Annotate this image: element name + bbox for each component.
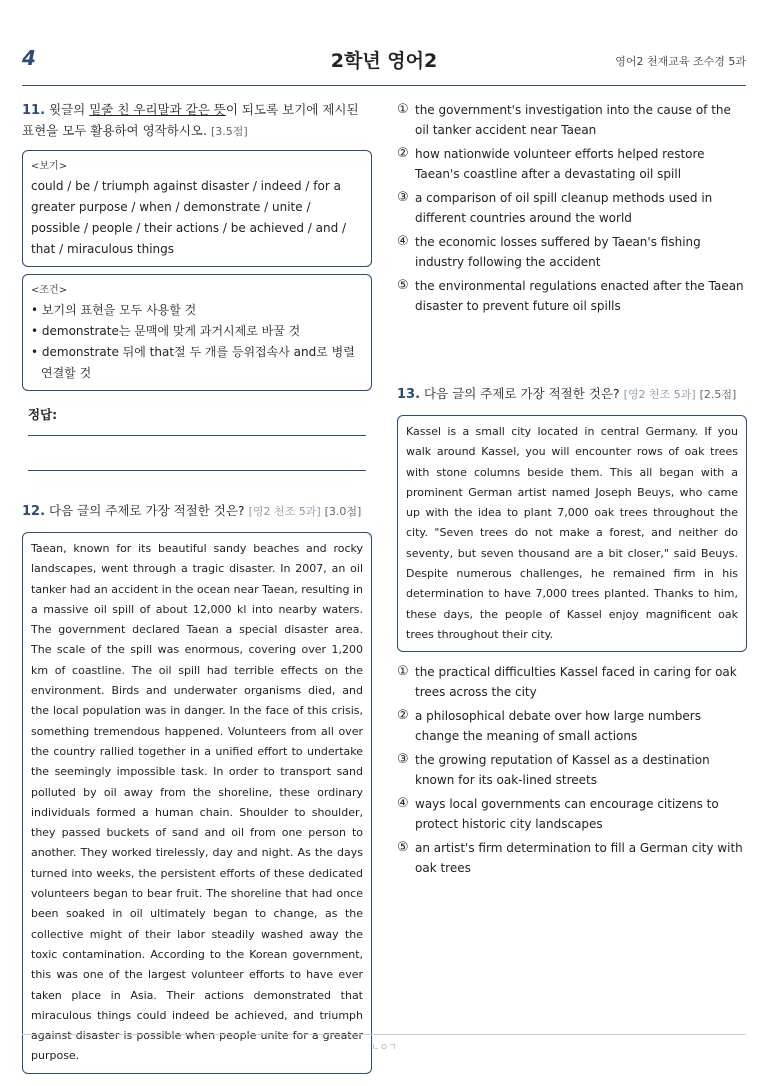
points-label: [2.5점] <box>699 388 737 401</box>
passage-box: Taean, known for its beautiful sandy beaches and rocky landscapes, went through a tragic disaster. In 2007, an oil tanker had an accident in the ocean near Taean, resulting in a massive oil spill of about 12,000 kl into nearby waters. The government declared Taean a special disaster area. The scale of the spill was enormous, covering over 1,200 km of coastline. The oil spill had terrible effects on the environment. Birds and underwater organisms died, and the local population was in danger. In the face of this crisis, something tremendous happened. Volunteers from all over the country rallied together in a unified effort to undertake the seemingly impossible task. In order to transport sand polluted by oil away from the shoreline, these ordinary individuals formed a human chain. Shoulder to shoulder, they passed buckets of sand and oil from one person to another. They worked tirelessly, day and night. As the days turned into weeks, the persistent efforts of these dedicated volunteers began to bear fruit. The shoreline that had once been soaked in oil ultimately began to change, as the collective might of their labor steadily washed away the toxic contamination. According to the Korean government, this was one of the largest volunteer efforts to have ever taken place in Asia. Their actions demonstrated that miraculous things could indeed be achieved, and triumph against disaster is possible when people unite for a greater purpose. <box>22 532 372 1074</box>
question-number: 12. <box>22 504 46 519</box>
question-number: 11. <box>22 103 46 118</box>
question-number: 13. <box>397 387 421 402</box>
answer-option[interactable] <box>397 144 747 184</box>
passage-box: Kassel is a small city located in central Germany. If you walk around Kassel, you will encounter rows of oak trees with stone columns beside them. This all began with a prominent German artist named Joseph Beuys, who came up with the idea to plant 7,000 oak trees throughout the city. "Seven trees do not make a forest, and neither do seventy, but seven thousand are a bit closer," said Beuys. Despite numerous challenges, he remained firm in his determination to have 7,000 trees planted. Thanks to him, these days, the people of Kassel enjoy magnificent oak trees throughout their city. <box>397 415 747 652</box>
option-text: the growing reputation of Kassel as a destination known for its oak-lined streets <box>415 753 710 788</box>
source-label: [영2 천조 5과] <box>248 505 321 518</box>
option-number: ① <box>397 102 409 117</box>
question-13-options <box>397 662 747 878</box>
page-header <box>22 44 746 86</box>
footer-mark: ㄴㅇㄱ <box>370 1043 398 1053</box>
option-text: a comparison of oil spill cleanup methods used in different countries around the world <box>415 191 713 225</box>
source-label: [영2 천조 5과] <box>623 388 696 401</box>
bogi-label: <보기> <box>31 161 68 172</box>
answer-option[interactable] <box>397 794 747 834</box>
page-number: 4 <box>22 46 36 70</box>
question-12 <box>22 501 372 1074</box>
option-text: the practical difficulties Kassel faced in caring for oak trees across the city <box>415 665 737 700</box>
prompt-text: 윗글의 <box>49 102 90 117</box>
answer-line[interactable] <box>28 435 366 436</box>
question-12-options <box>397 100 747 316</box>
answer-option[interactable] <box>397 232 747 272</box>
option-number: ③ <box>397 190 409 205</box>
question-11-prompt <box>22 100 372 142</box>
left-column <box>22 100 372 1074</box>
answer-line[interactable] <box>28 470 366 471</box>
answer-option[interactable] <box>397 188 747 228</box>
option-number: ③ <box>397 752 409 768</box>
condition-item: • 보기의 표현을 모두 사용할 것 <box>31 303 197 317</box>
points-label: [3.0점] <box>324 505 362 518</box>
question-13-prompt <box>397 384 747 405</box>
option-text: the economic losses suffered by Taean's fishing industry following the accident <box>415 235 701 269</box>
bogi-text: could / be / triumph against disaster / indeed / for a greater purpose / when / demonstrate / unite / possible / people / their actions / be achieved / and / that / miraculous things <box>31 179 347 256</box>
page-title: 2학년 영어2 <box>330 50 438 72</box>
answer-option[interactable] <box>397 838 747 878</box>
conditions-label: <조건> <box>31 285 68 296</box>
underlined-phrase: 밑줄 친 우리말과 같은 뜻 <box>89 102 226 117</box>
answer-option[interactable] <box>397 662 747 702</box>
option-text: the government's investigation into the cause of the oil tanker accident near Taean <box>415 103 731 137</box>
answer-option[interactable] <box>397 276 747 316</box>
question-11 <box>22 100 372 471</box>
option-number: ⑤ <box>397 840 409 856</box>
option-number: ① <box>397 664 409 680</box>
prompt-text: 이 되도록 보기에 제시된 표현을 모두 활용하여 영작하시오. <box>22 102 359 138</box>
condition-item: • demonstrate 뒤에 that절 두 개를 등위접속사 and로 병렬 연결할 것 <box>31 345 355 380</box>
condition-item: • demonstrate는 문맥에 맞게 과거시제로 바꿀 것 <box>31 324 301 338</box>
option-text: an artist's firm determination to fill a German city with oak trees <box>415 841 743 876</box>
right-column <box>397 100 747 882</box>
option-number: ⑤ <box>397 278 409 293</box>
option-text: how nationwide volunteer efforts helped restore Taean's coastline after a devastating oil spill <box>415 147 705 181</box>
answer-option[interactable] <box>397 750 747 790</box>
question-13 <box>397 384 747 878</box>
bogi-box <box>22 150 372 267</box>
answer-option[interactable] <box>397 100 747 140</box>
footer-divider <box>22 1034 746 1035</box>
prompt-text: 다음 글의 주제로 가장 적절한 것은? <box>424 386 620 401</box>
question-12-prompt <box>22 501 372 522</box>
subject-label: 영어2 천재교육 조수경 5과 <box>615 55 746 68</box>
option-text: the environmental regulations enacted after the Taean disaster to prevent future oil spills <box>415 279 744 313</box>
answer-label: 정답: <box>28 407 58 422</box>
option-number: ② <box>397 708 409 724</box>
conditions-box <box>22 274 372 391</box>
option-text: ways local governments can encourage citizens to protect historic city landscapes <box>415 797 719 832</box>
option-number: ② <box>397 146 409 161</box>
option-number: ④ <box>397 796 409 812</box>
option-number: ④ <box>397 234 409 249</box>
points-label: [3.5점] <box>210 125 248 138</box>
option-text: a philosophical debate over how large numbers change the meaning of small actions <box>415 709 701 744</box>
prompt-text: 다음 글의 주제로 가장 적절한 것은? <box>49 503 245 518</box>
answer-option[interactable] <box>397 706 747 746</box>
